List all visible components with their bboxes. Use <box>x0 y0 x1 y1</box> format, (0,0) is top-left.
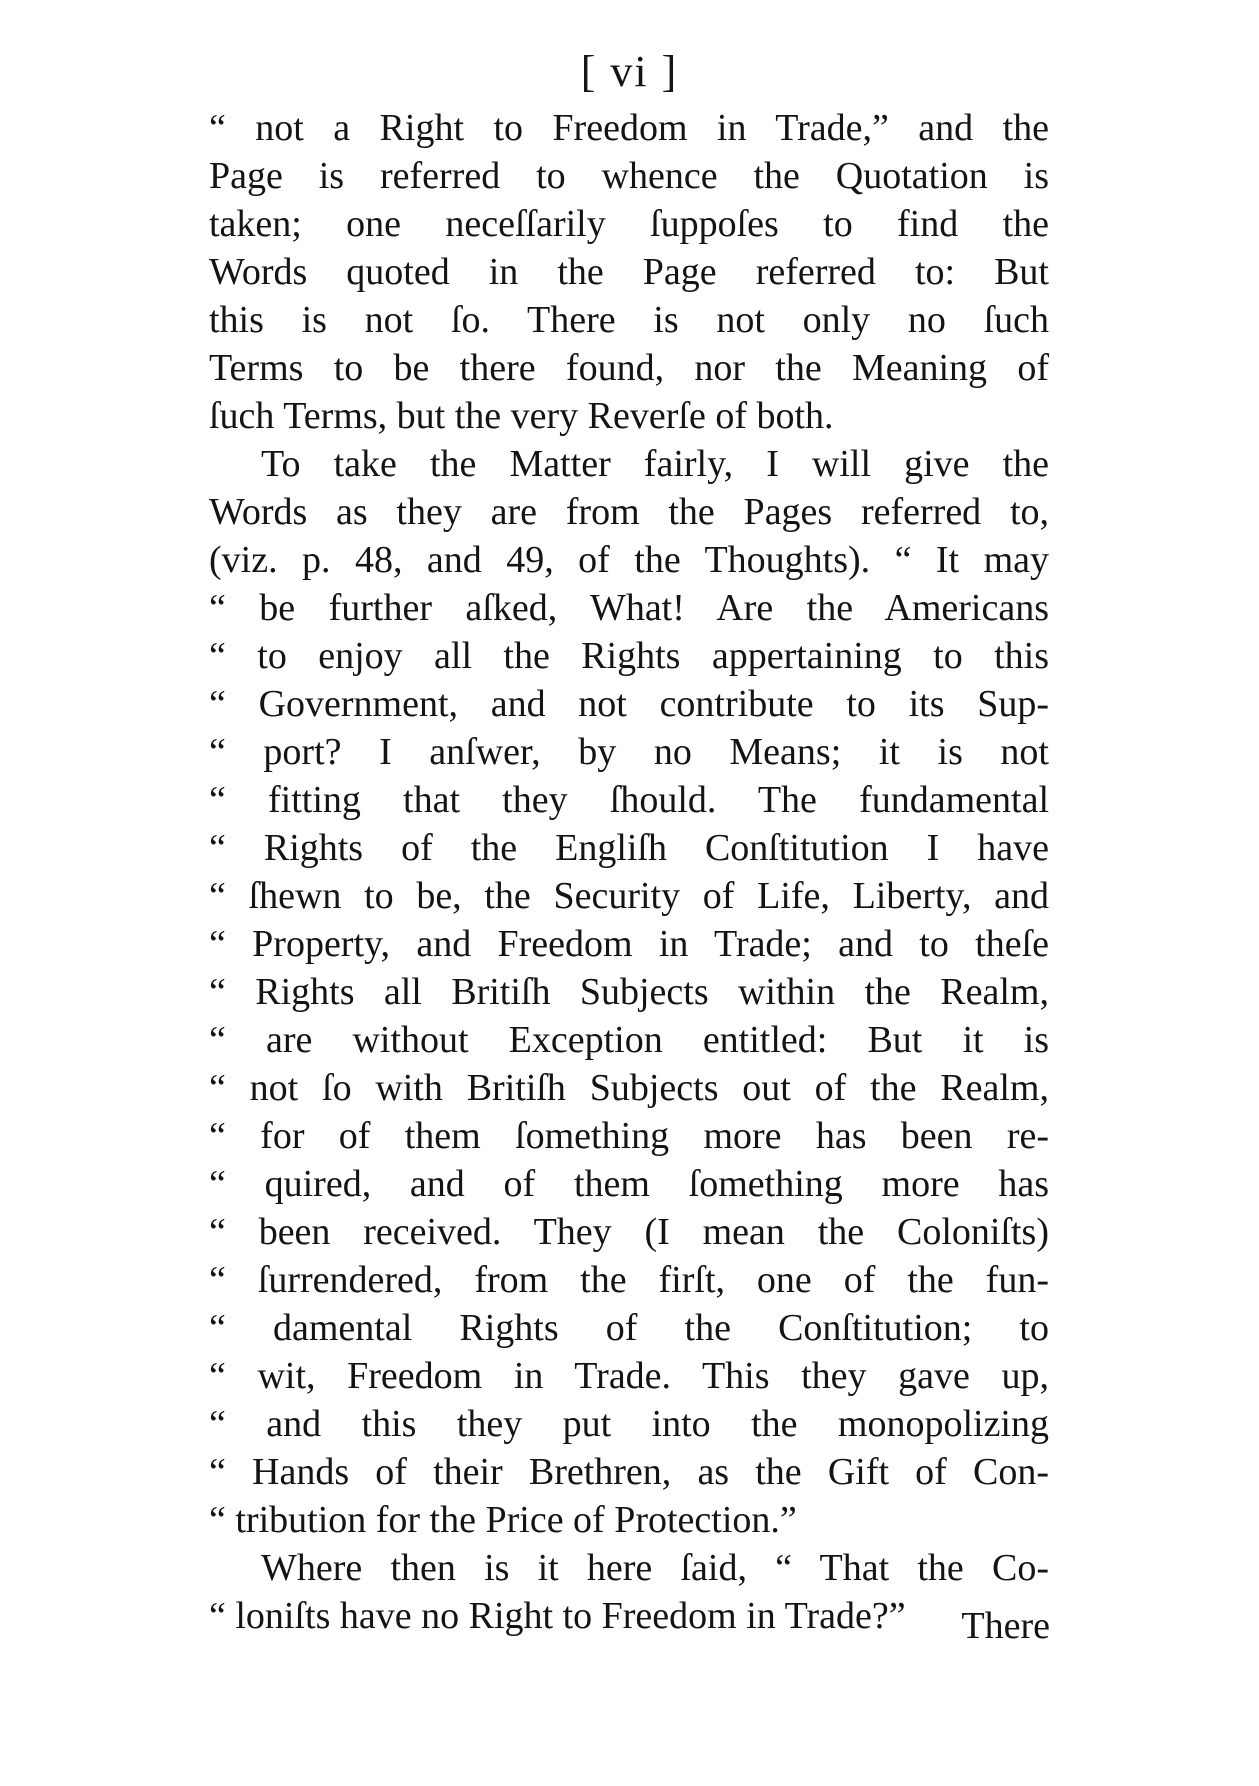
text-line: Page is referred to whence the Quotation is <box>209 155 1049 197</box>
text-line: Terms to be there found, nor the Meaning of <box>209 347 1049 389</box>
quoted-line: “ ſurrendered, from the firſt, one of the fun- <box>209 1259 1049 1301</box>
text-line: (viz. p. 48, and 49, of the Thoughts). “ It may <box>209 539 1049 581</box>
paragraph-start-line: To take the Matter fairly, I will give the <box>261 443 1049 485</box>
text-line: “ not a Right to Freedom in Trade,” and the <box>209 107 1049 149</box>
quoted-line: “ fitting that they ſhould. The fundamental <box>209 779 1049 821</box>
quoted-line: “ not ſo with Britiſh Subjects out of the Realm, <box>209 1067 1049 1109</box>
paragraph-start-line: Where then is it here ſaid, “ That the Co- <box>261 1547 1049 1589</box>
quoted-line: “ Rights all Britiſh Subjects within the Realm, <box>209 971 1049 1013</box>
quoted-line: “ Hands of their Brethren, as the Gift of Con- <box>209 1451 1049 1493</box>
text-line: this is not ſo. There is not only no ſuch <box>209 299 1049 341</box>
quoted-line: “ to enjoy all the Rights appertaining to this <box>209 635 1049 677</box>
quoted-line: “ loniſts have no Right to Freedom in Trade?” <box>209 1595 906 1637</box>
quoted-line: “ be further aſked, What! Are the Americans <box>209 587 1049 629</box>
quoted-line: “ wit, Freedom in Trade. This they gave up, <box>209 1355 1049 1397</box>
text-line: Words as they are from the Pages referred to, <box>209 491 1049 533</box>
quoted-line: “ Rights of the Engliſh Conſtitution I have <box>209 827 1049 869</box>
quoted-line: “ port? I anſwer, by no Means; it is not <box>209 731 1049 773</box>
quoted-line: “ and this they put into the monopolizing <box>209 1403 1049 1445</box>
quoted-line: “ Government, and not contribute to its Sup- <box>209 683 1049 725</box>
body-text <box>209 104 1049 1640</box>
quoted-line: “ tribution for the Price of Protection.” <box>209 1499 797 1541</box>
quoted-line: “ Property, and Freedom in Trade; and to theſe <box>209 923 1049 965</box>
page-number: [ vi ] <box>580 47 679 96</box>
quoted-line: “ for of them ſomething more has been re- <box>209 1115 1049 1157</box>
quoted-line: “ ſhewn to be, the Security of Life, Liberty, and <box>209 875 1049 917</box>
quoted-line: “ are without Exception entitled: But it is <box>209 1019 1049 1061</box>
quoted-line: “ quired, and of them ſomething more has <box>209 1163 1049 1205</box>
text-line: taken; one neceſſarily ſuppoſes to find the <box>209 203 1049 245</box>
text-line: Words quoted in the Page referred to: But <box>209 251 1049 293</box>
quoted-line: “ damental Rights of the Conſtitution; to <box>209 1307 1049 1349</box>
catchword: There <box>961 1605 1050 1647</box>
quoted-line: “ been received. They (I mean the Coloniſts) <box>209 1211 1049 1253</box>
text-line: ſuch Terms, but the very Reverſe of both. <box>209 395 834 437</box>
